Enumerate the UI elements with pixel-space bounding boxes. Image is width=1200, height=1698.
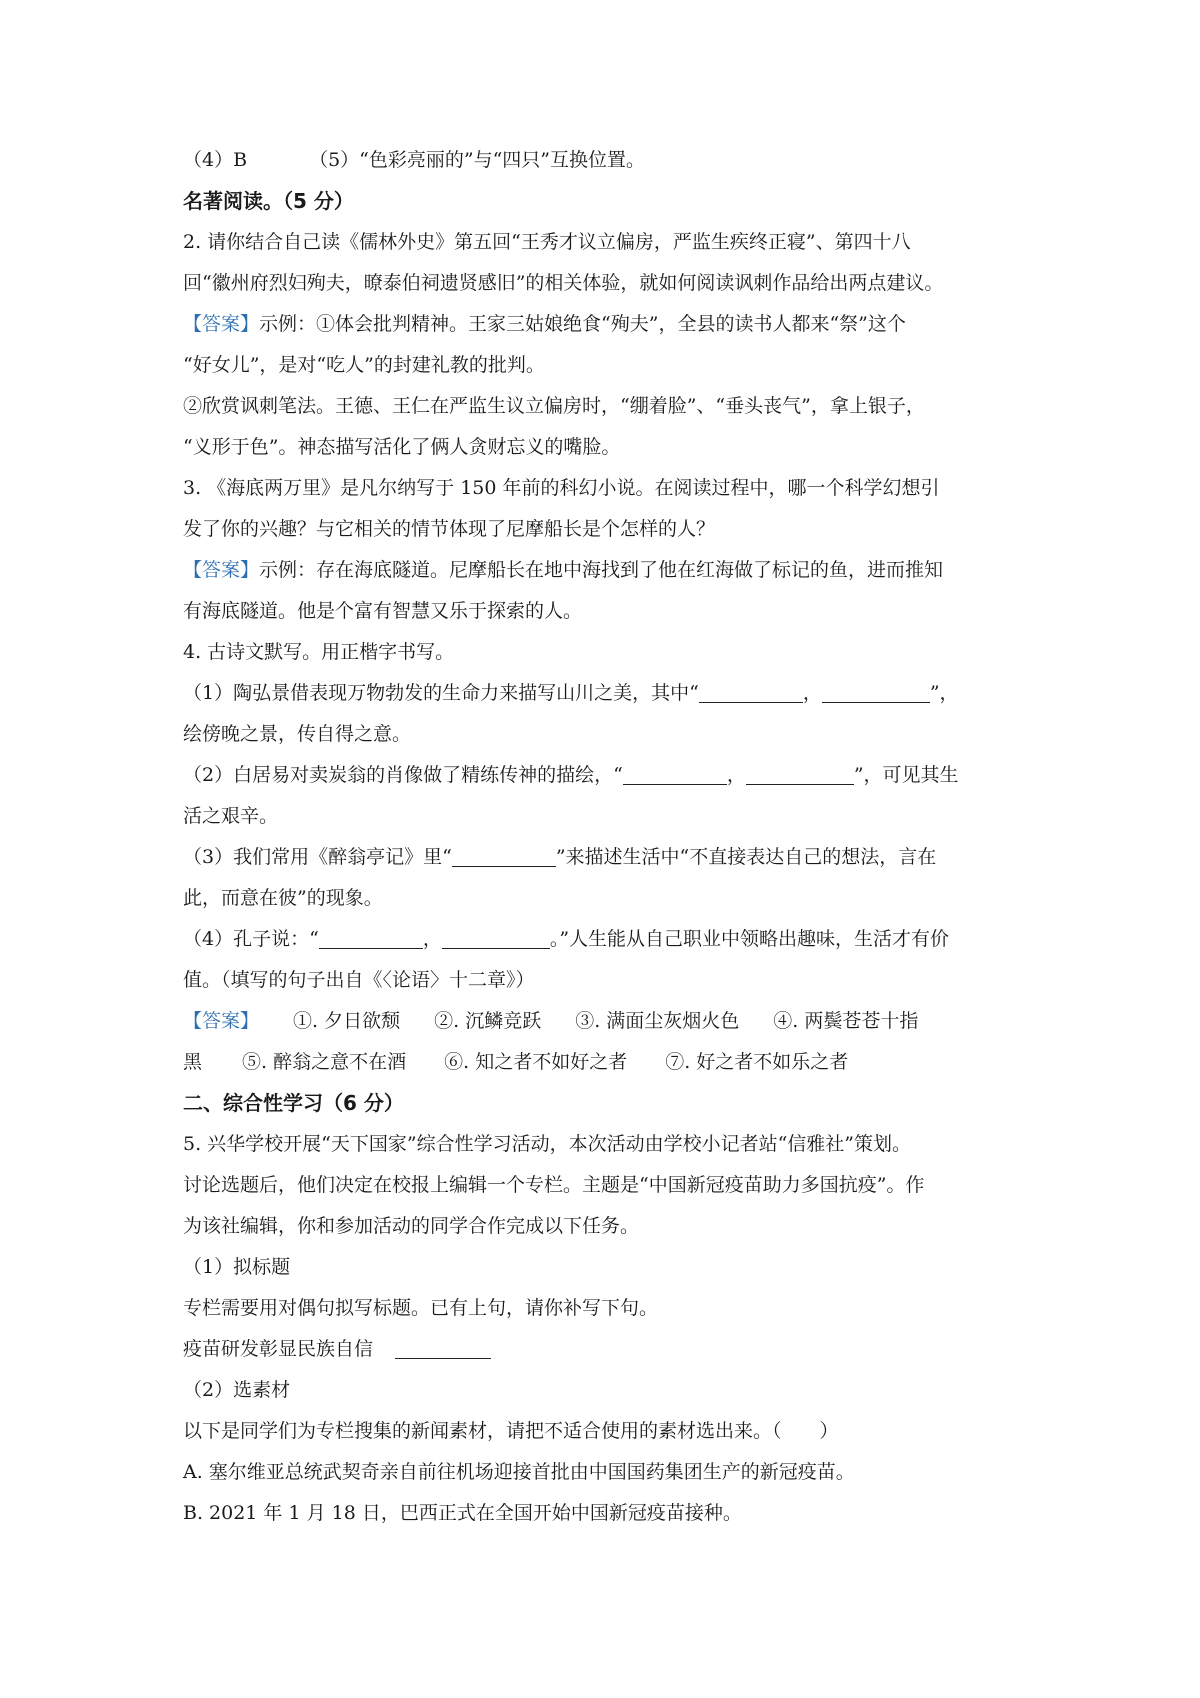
question-5-line-1: 5. 兴华学校开展“天下国家”综合性学习活动，本次活动由学校小记者站“信雅社”策划。 (183, 1133, 912, 1155)
answer-4-line-1 (183, 1001, 1028, 1042)
question-5-line-2: 讨论选题后，他们决定在校报上编辑一个专栏。主题是“中国新冠疫苗助力多国抗疫”。作 (183, 1174, 925, 1196)
question-2-line-1: 2. 请你结合自己读《儒林外史》第五回“王秀才议立偏房，严监生疾终正寝”、第四十八 (183, 231, 911, 253)
question-5-1-title: （1）拟标题 (183, 1256, 291, 1278)
answer-item-6: ⑥. 知之者不如好之者 (444, 1051, 628, 1073)
answer-3-line-2: 有海底隧道。他是个富有智慧又乐于探索的人。 (183, 600, 583, 622)
fill-blank (319, 928, 423, 949)
document-page (183, 140, 1028, 1534)
question-2-line-2: 回“徽州府烈妇殉夫，暸泰伯祠遗贤感旧”的相关体验，就如何阅读讽刺作品给出两点建议。 (183, 272, 944, 294)
answer-item-5: ⑤. 醉翁之意不在酒 (242, 1051, 407, 1073)
question-4-4-line-2: 值。（填写的句子出自《〈论语〉十二章》） (183, 969, 535, 991)
answer-5: （5）“色彩亮丽的”与“四只”互换位置。 (309, 149, 646, 171)
answer-item-1: ①. 夕日欲颓 (293, 1010, 401, 1032)
question-4-1-line-1: （1）陶弘景借表现万物勃发的生命力来描写山川之美，其中“ ， ”， (183, 682, 959, 704)
question-5-1-instruction: 专栏需要用对偶句拟写标题。已有上句，请你补写下句。 (183, 1297, 659, 1319)
question-5-1-couplet: 疫苗研发彰显民族自信 (183, 1329, 1028, 1370)
answer-tag: 【答案】 (183, 313, 260, 335)
question-5-2-title: （2）选素材 (183, 1379, 291, 1401)
question-4-1-line-2: 绘傍晚之景，传自得之意。 (183, 723, 412, 745)
question-4-2-line-2: 活之艰辛。 (183, 805, 279, 827)
question-3-line-2: 发了你的兴趣？与它相关的情节体现了尼摩船长是个怎样的人？ (183, 518, 716, 540)
question-3-line-1: 3. 《海底两万里》是凡尔纳写于 150 年前的科幻小说。在阅读过程中，哪一个科学幻想引 (183, 477, 940, 499)
question-4-3-line-2: 此，而意在彼”的现象。 (183, 887, 383, 909)
question-4-4-line-1: （4）孔子说：“ ， 。”人生能从自己职业中领略出趣味，生活才有价 (183, 928, 950, 950)
answer-item-4: ④. 两鬓苍苍十指 (773, 1010, 919, 1032)
fill-blank (452, 846, 556, 867)
section-heading-integrated: 二、综合性学习（6 分） (183, 1091, 404, 1115)
option-b: B. 2021 年 1 月 18 日，巴西正式在全国开始中国新冠疫苗接种。 (183, 1502, 742, 1524)
answer-item-7: ⑦. 好之者不如乐之者 (665, 1051, 849, 1073)
answer-tag: 【答案】 (183, 1010, 260, 1032)
question-4-3-line-1: （3）我们常用《醉翁亭记》里“ ”来描述生活中“不直接表达自己的想法，言在 (183, 846, 937, 868)
question-5-2-instruction: 以下是同学们为专栏搜集的新闻素材，请把不适合使用的素材选出来。（ ） (183, 1420, 839, 1442)
option-a: A. 塞尔维亚总统武契奇亲自前往机场迎接首批由中国国药集团生产的新冠疫苗。 (183, 1461, 855, 1483)
answer-item-2: ②. 沉鳞竞跃 (434, 1010, 542, 1032)
fill-blank (699, 682, 803, 703)
answer-item-3: ③. 满面尘灰烟火色 (575, 1010, 740, 1032)
question-4: 4. 古诗文默写。用正楷字书写。 (183, 641, 455, 663)
fill-blank (395, 1338, 491, 1359)
answer-2-line-2: “好女儿”，是对“吃人”的封建礼教的批判。 (183, 354, 545, 376)
answer-4-line-2: 黑 ⑤. 醉翁之意不在酒 ⑥. 知之者不如好之者 ⑦. 好之者不如乐之者 (183, 1042, 1028, 1083)
fill-blank (442, 928, 550, 949)
answer-2-line-1: 【答案】示例：①体会批判精神。王家三姑娘绝食“殉夫”，全县的读书人都来“祭”这个 (183, 313, 906, 335)
answer-3-line-1: 【答案】示例：存在海底隧道。尼摩船长在地中海找到了他在红海做了标记的鱼，进而推知 (183, 559, 944, 581)
fill-blank (746, 764, 854, 785)
answer-2-line-3: ②欣赏讽刺笔法。王德、王仁在严监生议立偏房时，“绷着脸”、“垂头丧气”，拿上银子， (183, 395, 925, 417)
answer-line-4-5 (183, 140, 1028, 181)
fill-blank (623, 764, 727, 785)
fill-blank (822, 682, 930, 703)
section-heading-classics: 名著阅读。（5 分） (183, 189, 354, 213)
answer-2-line-4: “义形于色”。神态描写活化了俩人贪财忘义的嘴脸。 (183, 436, 621, 458)
question-5-line-3: 为该社编辑，你和参加活动的同学合作完成以下任务。 (183, 1215, 640, 1237)
answer-4: （4）B (183, 149, 248, 171)
question-4-2-line-1: （2）白居易对卖炭翁的肖像做了精练传神的描绘，“ ， ”，可见其生 (183, 764, 959, 786)
answer-tag: 【答案】 (183, 559, 260, 581)
